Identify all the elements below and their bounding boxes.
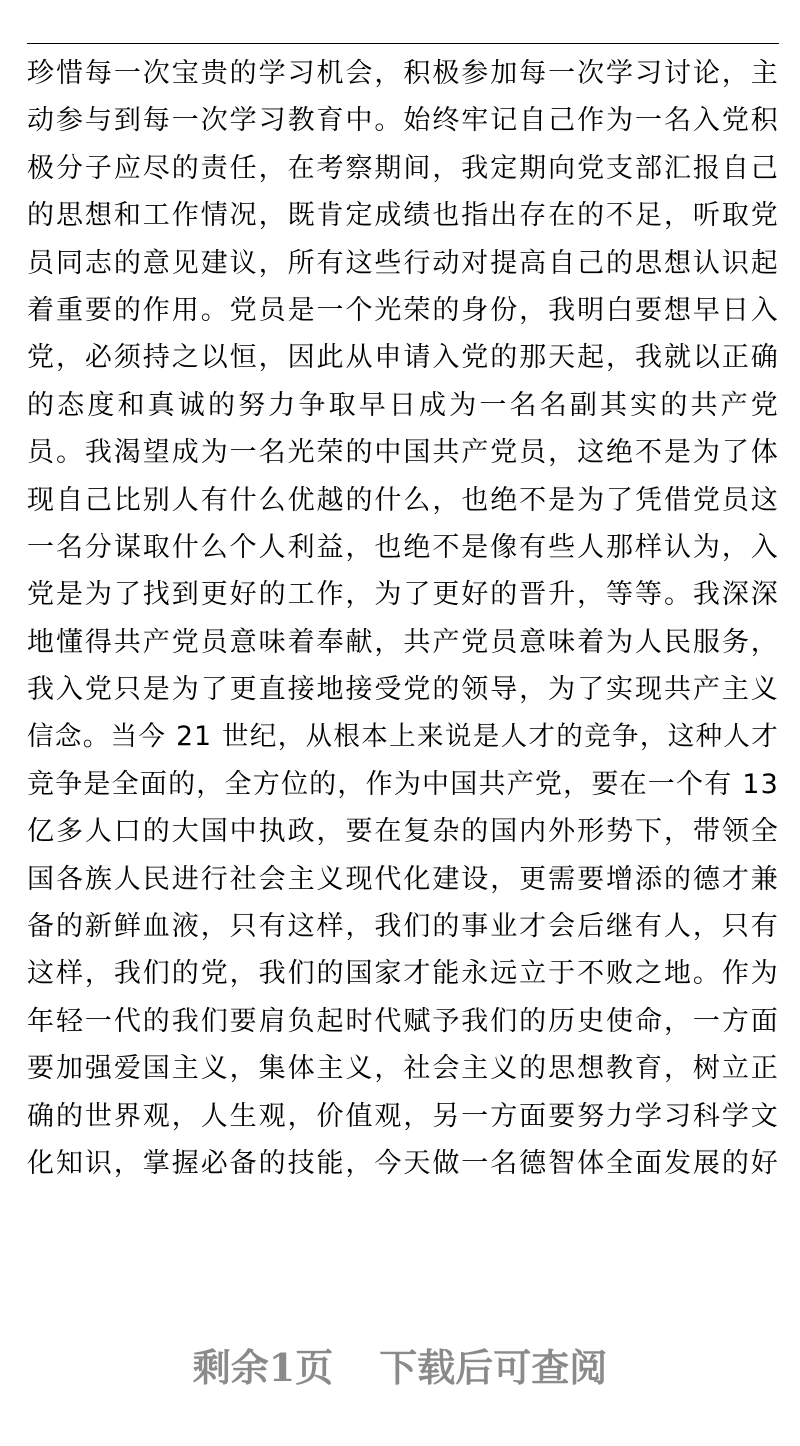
text-line: 现自己比别人有什么优越的什么，也绝不是为了凭借党员这 [27,484,779,516]
text-line: 亿多人口的大国中执政，要在复杂的国内外形势下，带领全 [27,816,779,848]
text-line: 着重要的作用。党员是一个光荣的身份，我明白要想早日入 [27,294,779,326]
text-line: 员。我渴望成为一名光荣的中国共产党员，这绝不是为了体 [27,437,779,469]
text-line: 珍惜每一次宝贵的学习机会，积极参加每一次学习讨论，主 [27,58,779,89]
text-line: 化知识，掌握必备的技能，今天做一名德智体全面发展的好 [27,1147,779,1179]
remaining-pages-label[interactable]: 剩余1页 [192,1345,334,1390]
text-line: 信念。当今 21 世纪，从根本上来说是人才的竞争，这种人才 [27,721,779,753]
text-line: 党是为了找到更好的工作，为了更好的晋升，等等。我深深 [27,579,779,611]
text-line: 极分子应尽的责任，在考察期间，我定期向党支部汇报自己 [27,152,779,184]
text-line: 一名分谋取什么个人利益，也绝不是像有些人那样认为，入 [27,531,779,563]
text-line: 的思想和工作情况，既肯定成绩也指出存在的不足，听取党 [27,200,779,232]
document-body [27,50,779,1187]
text-line: 要加强爱国主义，集体主义，社会主义的思想教育，树立正 [27,1053,779,1085]
text-line: 备的新鲜血液，只有这样，我们的事业才会后继有人，只有 [27,911,779,943]
text-line: 地懂得共产党员意味着奉献，共产党员意味着为人民服务， [27,626,779,658]
text-line: 员同志的意见建议，所有这些行动对提高自己的思想认识起 [27,247,779,279]
text-line: 竞争是全面的，全方位的，作为中国共产党，要在一个有 13 [27,768,779,800]
text-line: 年轻一代的我们要肩负起时代赋予我们的历史使命，一方面 [27,1005,779,1037]
text-line: 动参与到每一次学习教育中。始终牢记自己作为一名入党积 [27,105,779,137]
header-rule [27,43,779,44]
text-line: 党，必须持之以恒，因此从申请入党的那天起，我就以正确 [27,342,779,374]
text-line: 我入党只是为了更直接地接受党的领导，为了实现共产主义 [27,674,779,706]
download-hint-label[interactable]: 下载后可查阅 [379,1345,608,1390]
text-line: 这样，我们的党，我们的国家才能永远立于不败之地。作为 [27,958,779,990]
download-notice[interactable] [0,1340,800,1396]
text-line: 的态度和真诚的努力争取早日成为一名名副其实的共产党 [27,389,779,421]
text-line: 国各族人民进行社会主义现代化建设，更需要增添的德才兼 [27,863,779,895]
text-line: 确的世界观，人生观，价值观，另一方面要努力学习科学文 [27,1100,779,1132]
